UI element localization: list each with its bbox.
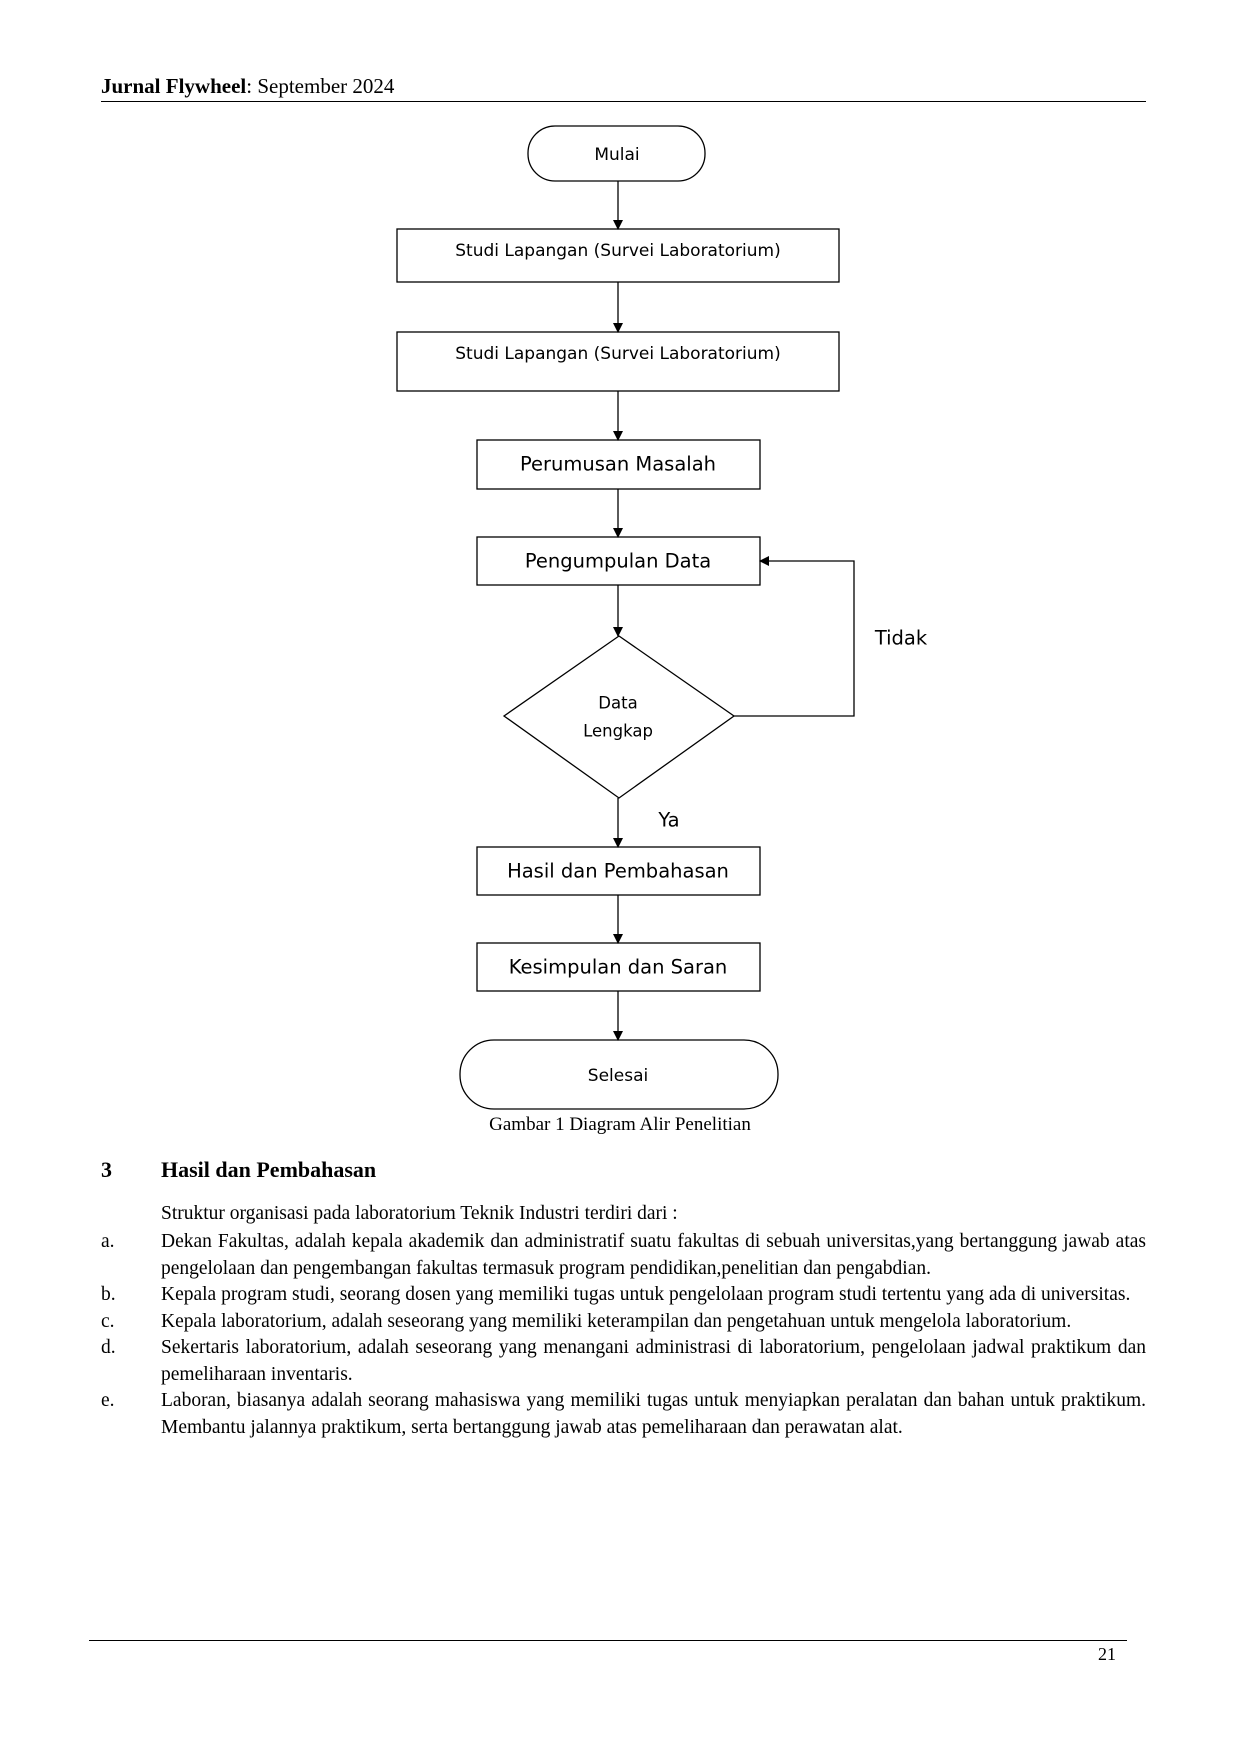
arrow-decision-no-loop — [734, 561, 854, 716]
section-heading — [101, 1157, 376, 1183]
list-item — [101, 1282, 1146, 1309]
figure-caption: Gambar 1 Diagram Alir Penelitian — [489, 1114, 751, 1135]
section-title: Hasil dan Pembahasan — [161, 1157, 377, 1182]
list-item-text: Kepala program studi, seorang dosen yang memiliki tugas untuk pengelolaan program studi tertentu yang ada di universitas. — [161, 1284, 1131, 1305]
list-item — [101, 1229, 1146, 1282]
list-item-text: Sekertaris laboratorium, adalah seseorang yang menangani administrasi di laboratorium, pengelolaan jadwal praktikum dan pemeliharaan inventaris. — [161, 1337, 1146, 1385]
step6-label: Kesimpulan dan Saran — [508, 955, 728, 979]
step5-label: Hasil dan Pembahasan — [507, 859, 729, 883]
list-marker: d. — [101, 1337, 116, 1358]
organization-list — [101, 1229, 1146, 1441]
list-marker: e. — [101, 1390, 115, 1411]
step4-label: Pengumpulan Data — [524, 549, 712, 573]
step2-label: Studi Lapangan (Survei Laboratorium) — [455, 344, 781, 364]
intro-paragraph: Struktur organisasi pada laboratorium Teknik Industri terdiri dari : — [161, 1203, 678, 1224]
decision-label-line1: Data — [598, 693, 638, 713]
decision-diamond — [504, 636, 734, 798]
list-marker: b. — [101, 1284, 116, 1305]
list-marker: c. — [101, 1310, 115, 1332]
step1-label: Studi Lapangan (Survei Laboratorium) — [455, 241, 781, 261]
start-label: Mulai — [594, 145, 640, 165]
section-number: 3 — [101, 1157, 112, 1182]
list-item — [101, 1309, 1146, 1336]
footer-rule — [89, 1640, 1127, 1641]
list-item-text: Kepala laboratorium, adalah seseorang yang memiliki keterampilan dan pengetahuan untuk mengelola laboratorium. — [161, 1310, 1072, 1332]
list-marker: a. — [101, 1231, 115, 1252]
journal-name: Jurnal Flywheel — [101, 74, 247, 98]
list-item — [101, 1335, 1146, 1388]
page-number: 21 — [1098, 1644, 1116, 1664]
decision-label-line2: Lengkap — [583, 721, 653, 741]
list-item-text: Dekan Fakultas, adalah kepala akademik dan administratif suatu fakultas di sebuah universitas,yang bertanggung jawab atas pengelolaan dan pengembangan fakultas termasuk program pendidikan,penelitian dan pengabdian. — [161, 1231, 1146, 1279]
no-branch-label: Tidak — [874, 626, 928, 650]
list-item-text: Laboran, biasanya adalah seorang mahasiswa yang memiliki tugas untuk menyiapkan peralatan dan bahan untuk praktikum. Membantu jalannya praktikum, serta bertanggung jawab atas pemeliharaan dan perawatan alat. — [161, 1390, 1146, 1438]
journal-issue: : September 2024 — [246, 74, 395, 98]
end-label: Selesai — [587, 1066, 649, 1086]
step3-label: Perumusan Masalah — [519, 452, 717, 476]
yes-branch-label: Ya — [658, 808, 680, 832]
list-item — [101, 1388, 1146, 1441]
